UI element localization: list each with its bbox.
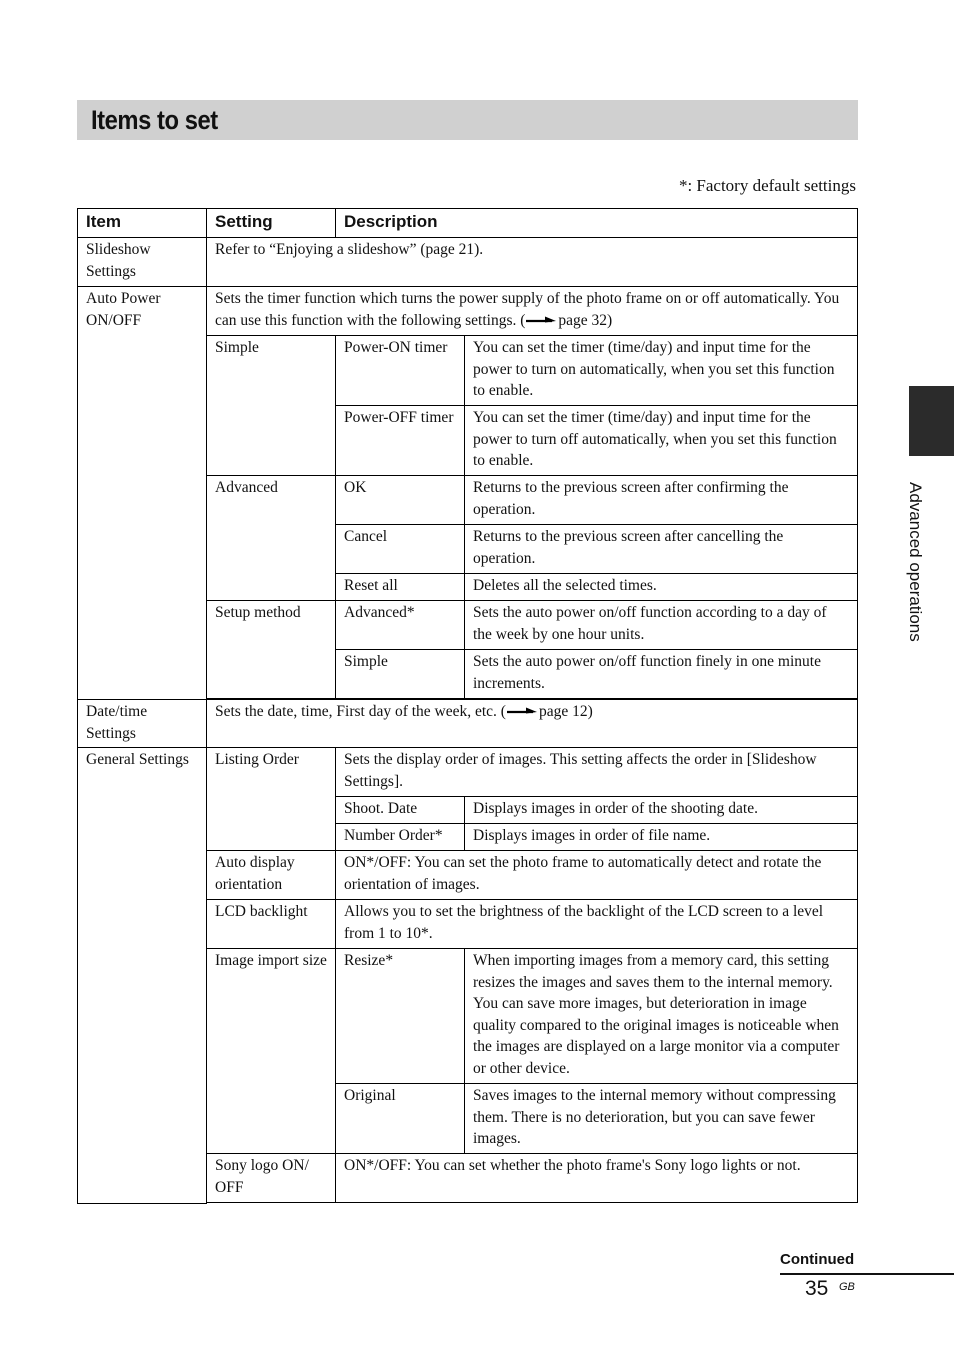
datetime-desc-ref: page 12)	[538, 703, 593, 720]
desc-setup-advanced: Sets the auto power on/off function according to a day of the week by one hour units.	[465, 601, 858, 650]
table-row	[78, 748, 858, 797]
desc-power-off-timer: You can set the timer (time/day) and input time for the power to turn off automatically, when you set this function to enable.	[465, 406, 858, 476]
auto-power-desc-text: Sets the timer function which turns the power supply of the photo frame on or off automatically. You can use this function with the following settings. (	[215, 290, 840, 329]
option-cancel: Cancel	[336, 525, 465, 574]
option-original: Original	[336, 1084, 465, 1154]
section-tab-marker	[909, 386, 954, 456]
desc-listing-order: Sets the display order of images. This setting affects the order in [Slideshow Settings].	[336, 748, 858, 797]
header-description: Description	[336, 209, 858, 238]
table-row	[78, 287, 858, 336]
item-general: General Settings	[78, 748, 207, 1204]
continued-label: Continued	[780, 1251, 855, 1268]
option-ok: OK	[336, 476, 465, 525]
items-table	[77, 208, 858, 1204]
desc-ok: Returns to the previous screen after confirming the operation.	[465, 476, 858, 525]
datetime-desc-text: Sets the date, time, First day of the week, etc. (	[215, 703, 506, 720]
auto-power-desc-ref: page 32)	[558, 311, 613, 329]
setting-sony-logo: Sony logo ON/ OFF	[207, 1154, 336, 1203]
page-reference-arrow-icon	[506, 707, 538, 717]
option-power-off-timer: Power-OFF timer	[336, 406, 465, 476]
desc-auto-display-orientation: ON*/OFF: You can set the photo frame to automatically detect and rotate the orientation of images.	[336, 851, 858, 900]
setting-lcd-backlight: LCD backlight	[207, 900, 336, 949]
continued-rule	[780, 1273, 954, 1275]
auto-power-description	[207, 287, 858, 336]
desc-power-on-timer: You can set the timer (time/day) and input time for the power to turn on automatically, when you set this function to enable.	[465, 336, 858, 406]
option-shoot-date: Shoot. Date	[336, 797, 465, 824]
option-number-order: Number Order*	[336, 824, 465, 851]
item-auto-power: Auto Power ON/OFF	[78, 287, 207, 700]
option-resize: Resize*	[336, 949, 465, 1084]
header-setting: Setting	[207, 209, 336, 238]
factory-default-legend: *: Factory default settings	[678, 176, 856, 195]
desc-resize: When importing images from a memory card, this setting resizes the images and saves them to the internal memory. You can save more images, but deterioration in image quality compared to the original images is noticeable when the images are displayed on a large monitor via a computer or other device.	[465, 949, 858, 1084]
table-row	[78, 238, 858, 287]
option-power-on-timer: Power-ON timer	[336, 336, 465, 406]
option-setup-simple: Simple	[336, 650, 465, 699]
setting-image-import-size: Image import size	[207, 949, 336, 1154]
desc-original: Saves images to the internal memory without compressing them. There is no deterioration, but you can save fewer images.	[465, 1084, 858, 1154]
item-slideshow: Slideshow Settings	[78, 238, 207, 287]
table-header-row	[78, 209, 858, 238]
setting-advanced: Advanced	[207, 476, 336, 601]
setting-auto-display-orientation: Auto display orientation	[207, 851, 336, 900]
desc-number-order: Displays images in order of file name.	[465, 824, 858, 851]
setting-setup-method: Setup method	[207, 601, 336, 699]
item-datetime: Date/time Settings	[78, 700, 207, 748]
desc-sony-logo: ON*/OFF: You can set whether the photo frame's Sony logo lights or not.	[336, 1154, 858, 1203]
section-tab-label: Advanced operations	[906, 482, 925, 642]
option-setup-advanced: Advanced*	[336, 601, 465, 650]
setting-listing-order: Listing Order	[207, 748, 336, 851]
desc-shoot-date: Displays images in order of the shooting date.	[465, 797, 858, 824]
desc-setup-simple: Sets the auto power on/off function finely in one minute increments.	[465, 650, 858, 699]
page-number: 35	[805, 1277, 829, 1300]
page-title: Items to set	[91, 105, 218, 135]
setting-simple: Simple	[207, 336, 336, 476]
table-row	[78, 700, 858, 748]
datetime-description	[207, 700, 858, 748]
slideshow-description: Refer to “Enjoying a slideshow” (page 21).	[207, 238, 858, 287]
desc-reset-all: Deletes all the selected times.	[465, 574, 858, 601]
page-reference-arrow-icon	[525, 316, 557, 326]
desc-cancel: Returns to the previous screen after cancelling the operation.	[465, 525, 858, 574]
page-language-suffix: GB	[839, 1281, 855, 1293]
desc-lcd-backlight: Allows you to set the brightness of the backlight of the LCD screen to a level from 1 to 10*.	[336, 900, 858, 949]
header-item: Item	[78, 209, 207, 238]
title-bar	[77, 100, 858, 140]
option-reset-all: Reset all	[336, 574, 465, 601]
